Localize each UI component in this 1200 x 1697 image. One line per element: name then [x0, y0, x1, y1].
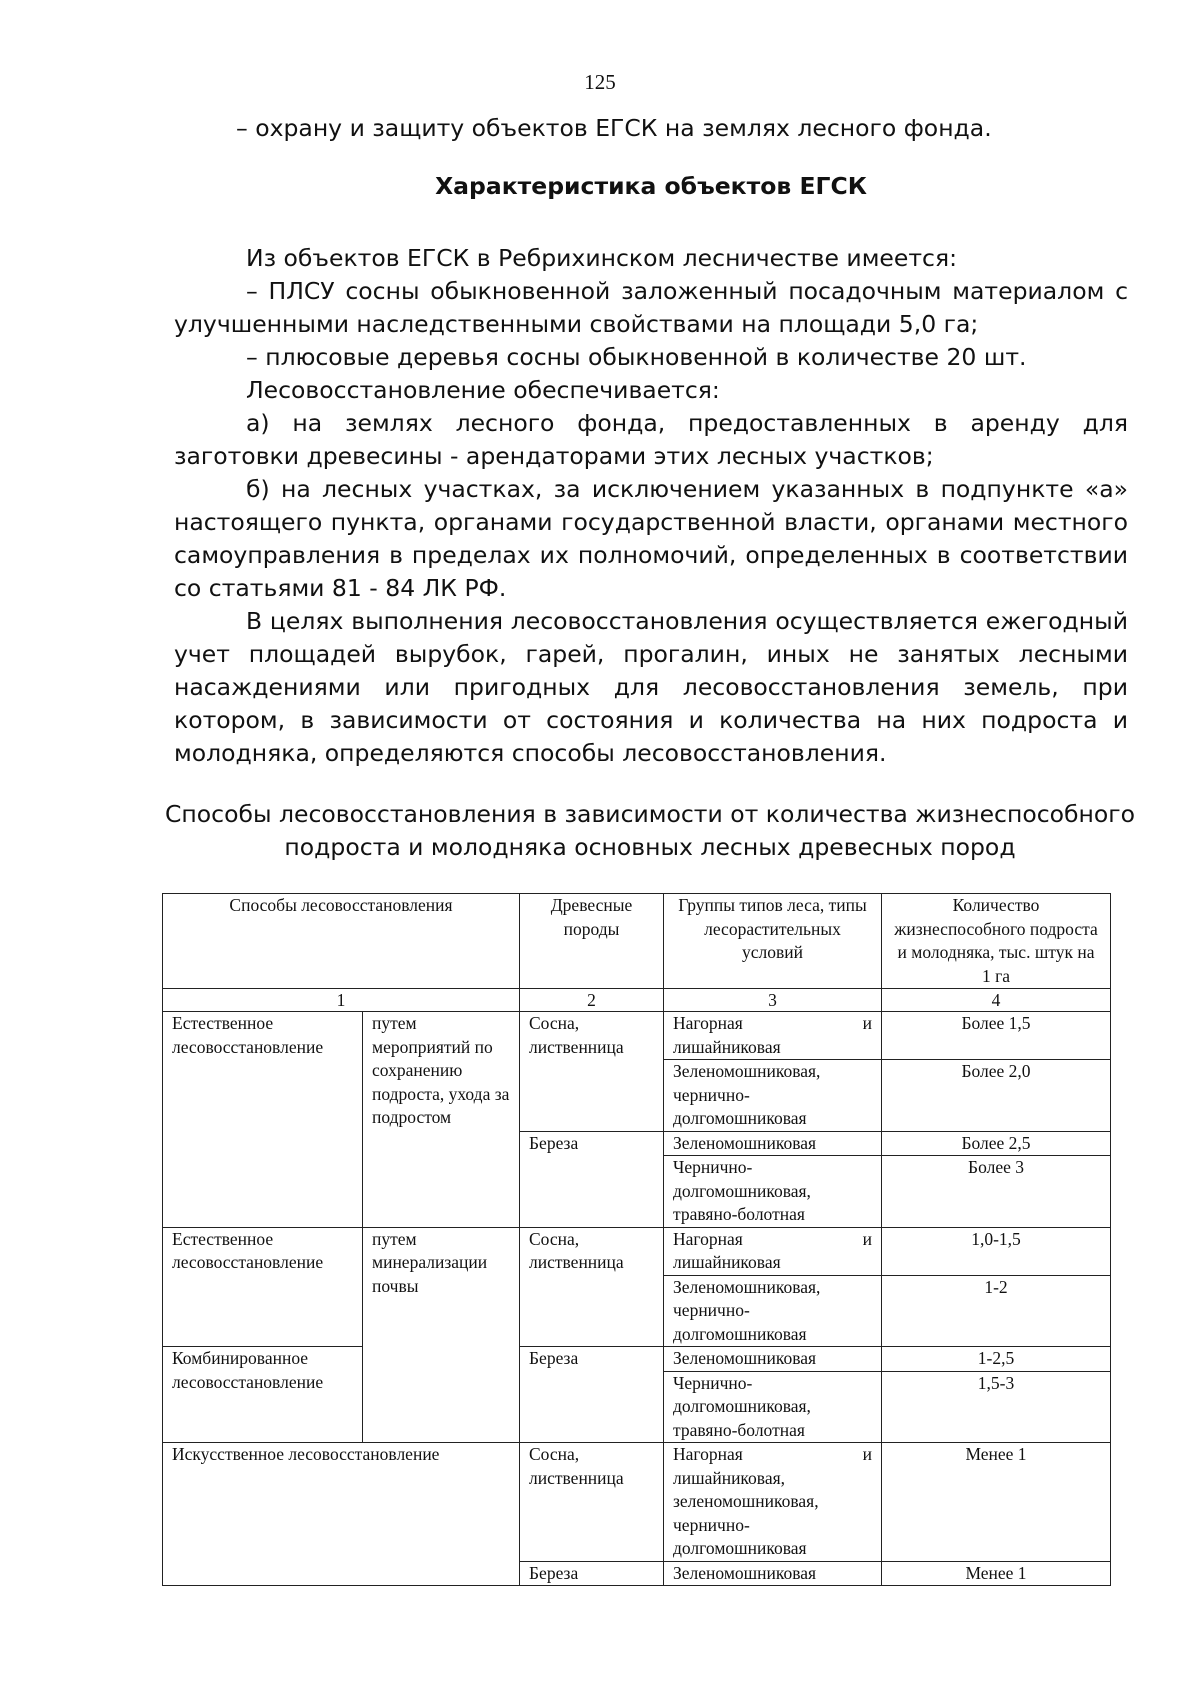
table-row [163, 1227, 1111, 1275]
table-number-row [163, 989, 1111, 1012]
forest-type-part: Нагорная [673, 1228, 743, 1249]
submethod-cell: путем минерализации почвы [363, 1227, 520, 1443]
method-cell: Комбинированное лесовосстановление [163, 1347, 363, 1443]
method-cell: Естественное лесовосстановление [163, 1012, 363, 1228]
species-cell: Береза [520, 1561, 664, 1586]
section-heading-block [174, 170, 1128, 203]
quantity-cell: Более 2,0 [882, 1060, 1111, 1132]
intro-line: – охрану и защиту объектов ЕГСК на землях лесного фонда. [236, 114, 992, 142]
method-cell: Искусственное лесовосстановление [163, 1443, 520, 1586]
forest-type-part: и [862, 1444, 872, 1464]
table-row [163, 1347, 1111, 1372]
forest-type-part: и [862, 1228, 872, 1249]
forest-type-cell: Чернично-долгомошниковая, травяно-болотная [664, 1156, 882, 1228]
forest-type-cell [664, 1227, 882, 1275]
forest-type-part: Нагорная [673, 1013, 743, 1033]
paragraph-3: – плюсовые деревья сосны обыкновенной в количестве 20 шт. [246, 343, 1027, 371]
table-header-row [163, 894, 1111, 989]
species-cell: Сосна, лиственница [520, 1227, 664, 1347]
paragraph-4: Лесовосстановление обеспечивается: [246, 376, 720, 404]
forest-type-part: лишайниковая, зеленомошниковая, чернично-долгомошниковая [673, 1467, 819, 1558]
forest-type-cell: Зеленомошниковая [664, 1347, 882, 1372]
quantity-cell: 1,5-3 [882, 1371, 1111, 1443]
paragraph-7: В целях выполнения лесовосстановления осуществляется ежегодный учет площадей вырубок, гарей, прогалин, иных не занятых лесными насаждениями или пригодных для лесовосстановления земель, при котором, в зависимости от состояния и количества на них подроста и молодняка, определяются способы лесовосстановления. [174, 607, 1128, 767]
forest-type-part: лишайниковая [673, 1252, 781, 1272]
quantity-cell: Менее 1 [882, 1443, 1111, 1562]
forest-type-part: лишайниковая [673, 1036, 781, 1057]
column-number: 2 [520, 989, 664, 1012]
species-cell: Сосна, лиственница [520, 1012, 664, 1132]
quantity-cell: Более 3 [882, 1156, 1111, 1228]
table-caption: Способы лесовосстановления в зависимости от количества жизнеспособного подроста и молодняка основных лесных древесных пород [165, 800, 1135, 861]
method-cell: Естественное лесовосстановление [163, 1227, 363, 1347]
page-number: 125 [584, 70, 616, 94]
header-forest-types: Группы типов леса, типы лесорастительных условий [664, 894, 882, 989]
reforestation-table [162, 893, 1111, 1586]
header-methods: Способы лесовосстановления [163, 894, 520, 989]
paragraph-2: – ПЛСУ сосны обыкновенной заложенный посадочным материалом с улучшенными наследственными свойствами на площади 5,0 га; [174, 277, 1128, 338]
table-row [163, 1443, 1111, 1562]
quantity-cell: Более 2,5 [882, 1131, 1111, 1156]
forest-type-cell: Зеленомошниковая [664, 1561, 882, 1586]
body-text [174, 242, 1128, 770]
header-quantity: Количество жизнеспособного подроста и молодняка, тыс. штук на 1 га [882, 894, 1111, 989]
species-cell: Сосна, лиственница [520, 1443, 664, 1562]
forest-type-part: и [862, 1013, 872, 1033]
paragraph-5: а) на землях лесного фонда, предоставленных в аренду для заготовки древесины - арендаторами этих лесных участков; [174, 409, 1128, 470]
forest-type-cell: Зеленомошниковая [664, 1131, 882, 1156]
header-species: Древесные породы [520, 894, 664, 989]
quantity-cell: 1,0-1,5 [882, 1227, 1111, 1275]
quantity-cell: Более 1,5 [882, 1012, 1111, 1060]
submethod-text: путем мероприятий по сохранению подроста, ухода за подростом [372, 1013, 510, 1127]
intro-line-block [174, 112, 1128, 145]
quantity-cell: Менее 1 [882, 1561, 1111, 1586]
species-cell: Береза [520, 1347, 664, 1443]
forest-type-cell [664, 1012, 882, 1060]
paragraph-1: Из объектов ЕГСК в Ребрихинском лесничестве имеется: [246, 244, 958, 272]
forest-type-part: Нагорная [673, 1444, 743, 1464]
column-number: 1 [163, 989, 520, 1012]
forest-type-cell: Зеленомошниковая, чернично-долгомошниковая [664, 1275, 882, 1347]
column-number: 4 [882, 989, 1111, 1012]
species-cell: Береза [520, 1131, 664, 1227]
column-number: 3 [664, 989, 882, 1012]
submethod-cell [363, 1012, 520, 1228]
table-row [163, 1012, 1111, 1060]
paragraph-6: б) на лесных участках, за исключением указанных в подпункте «а» настоящего пункта, органами государственной власти, органами местного самоуправления в пределах их полномочий, определенных в соответствии со статьями 81 - 84 ЛК РФ. [174, 475, 1128, 602]
quantity-cell: 1-2 [882, 1275, 1111, 1347]
forest-type-cell [664, 1443, 882, 1562]
quantity-cell: 1-2,5 [882, 1347, 1111, 1372]
forest-type-cell: Чернично-долгомошниковая, травяно-болотная [664, 1371, 882, 1443]
forest-type-cell: Зеленомошниковая, чернично-долгомошниковая [664, 1060, 882, 1132]
section-heading: Характеристика объектов ЕГСК [435, 172, 867, 200]
